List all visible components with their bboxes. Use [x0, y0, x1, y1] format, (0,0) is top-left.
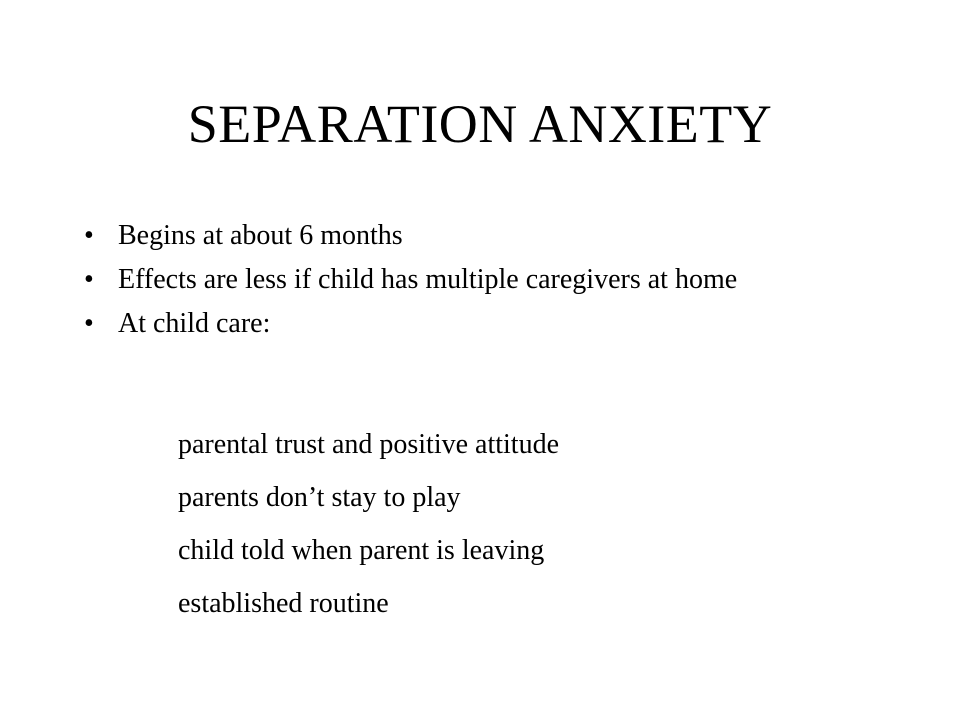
- bullet-point-icon: •: [84, 308, 94, 339]
- sub-item: parental trust and positive attitude: [178, 429, 560, 460]
- bullet-item: [84, 263, 884, 297]
- bullet-text: At child care:: [118, 308, 271, 339]
- sub-item-list: [178, 428, 559, 640]
- bullet-text: Begins at about 6 months: [118, 220, 403, 251]
- bullet-list: [84, 219, 884, 351]
- slide-title: SEPARATION ANXIETY: [187, 94, 773, 154]
- bullet-item: [84, 307, 884, 341]
- bullet-text: Effects are less if child has multiple caregivers at home: [118, 264, 738, 295]
- sub-item: child told when parent is leaving: [178, 535, 545, 566]
- bullet-item: [84, 219, 884, 253]
- bullet-point-icon: •: [84, 264, 94, 295]
- bullet-point-icon: •: [84, 220, 94, 251]
- sub-item: parents don’t stay to play: [178, 482, 461, 513]
- sub-item: established routine: [178, 588, 389, 619]
